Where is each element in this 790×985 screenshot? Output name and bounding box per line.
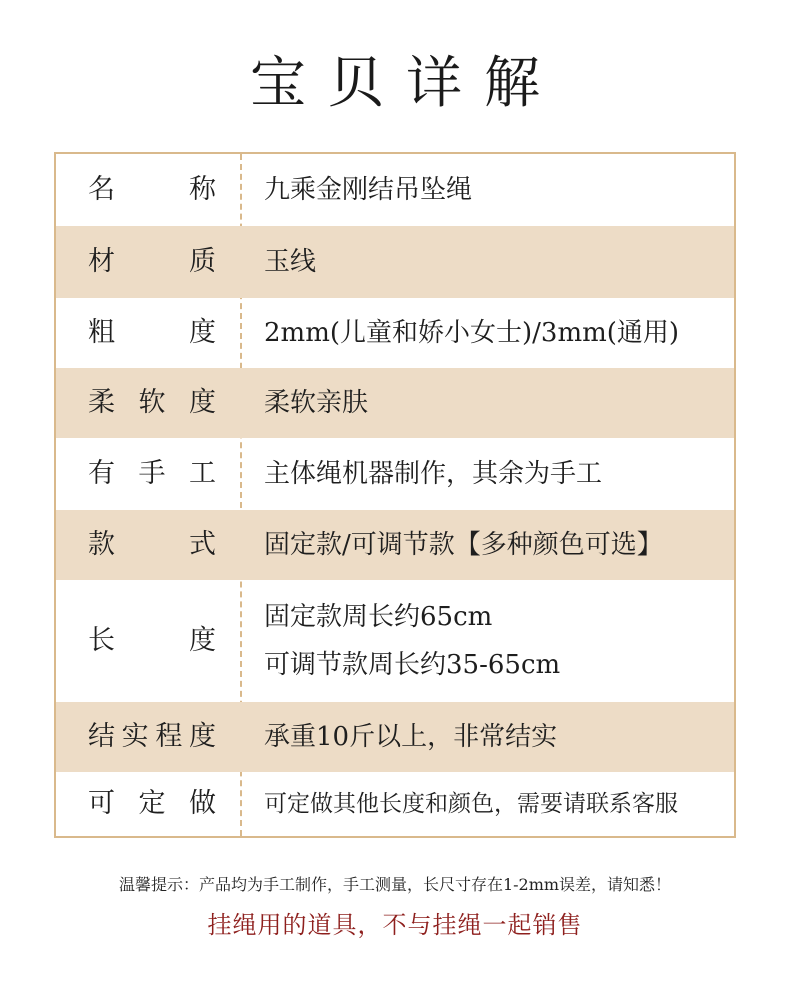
row-label: 柔软度 [88, 387, 216, 418]
tip-note: 温馨提示：产品均为手工制作，手工测量，长尺寸存在1-2mm误差，请知悉！ [118, 875, 672, 894]
table-row-style [56, 510, 734, 580]
row-value-line: 可调节款周长约35-65cm [264, 650, 561, 680]
row-value: 玉线 [264, 247, 317, 277]
row-value: 柔软亲肤 [264, 388, 369, 418]
row-label: 粗度 [88, 317, 216, 348]
row-label: 名称 [88, 174, 216, 205]
row-label: 可定做 [88, 788, 216, 819]
row-value: 承重10斤以上，非常结实 [264, 722, 558, 752]
row-label: 长度 [88, 625, 216, 656]
row-value-line: 固定款周长约65cm [264, 602, 493, 632]
row-value: 九乘金刚结吊坠绳 [264, 175, 473, 205]
row-value [240, 593, 734, 689]
row-value: 可定做其他长度和颜色，需要请联系客服 [264, 791, 678, 817]
table-row-material [56, 226, 734, 298]
table-row-strength [56, 702, 734, 772]
table-row-name [56, 154, 734, 226]
row-label: 有手工 [88, 458, 216, 489]
row-value: 主体绳机器制作，其余为手工 [264, 459, 603, 489]
table-row-length [56, 580, 734, 702]
row-label: 材质 [88, 246, 216, 277]
row-value: 2mm(儿童和娇小女士)/3mm(通用) [264, 318, 680, 348]
table-row-custom [56, 772, 734, 836]
row-label: 结实程度 [88, 721, 216, 752]
spec-table [54, 152, 736, 838]
row-value: 固定款/可调节款【多种颜色可选】 [264, 530, 663, 560]
row-label: 款式 [88, 529, 216, 560]
table-row-thickness [56, 298, 734, 368]
warning-text: 挂绳用的道具，不与挂绳一起销售 [207, 911, 583, 939]
table-row-softness [56, 368, 734, 438]
table-row-handmade [56, 438, 734, 510]
page-title: 宝贝详解 [250, 51, 562, 116]
